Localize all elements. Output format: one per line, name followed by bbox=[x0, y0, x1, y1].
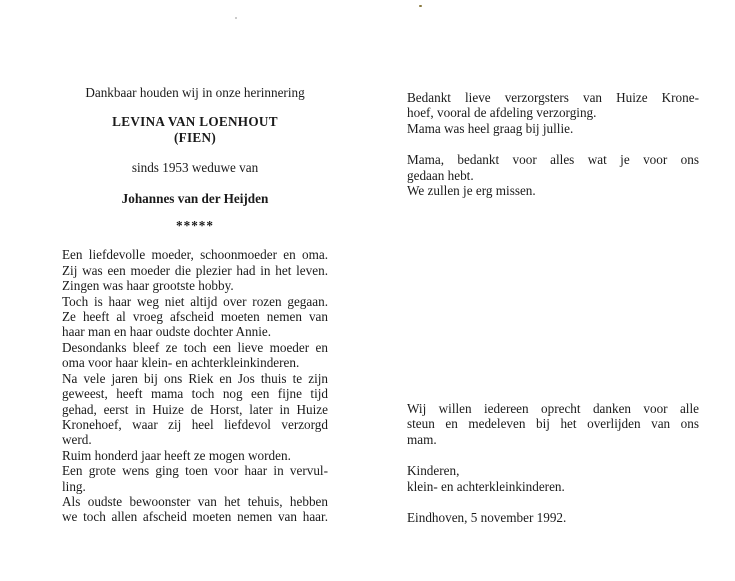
text-line: Mama, bedankt voor alles wat je voor ons bbox=[407, 152, 699, 168]
life-text-line: Zingen was haar grootste hobby. bbox=[62, 278, 234, 294]
separator-stars: ***** bbox=[176, 218, 214, 234]
life-text-line: geweest, heeft mama toch nog een fijne tijd bbox=[62, 386, 328, 402]
text-line: gedaan hebt. bbox=[407, 167, 474, 183]
text-line: Wij willen iedereen oprecht danken voor alle bbox=[407, 401, 699, 416]
signature-line: Kinderen, bbox=[407, 463, 460, 479]
life-text-line: Een liefdevolle moeder, schoonmoeder en oma. bbox=[62, 247, 328, 263]
life-text-line: haar man en haar oudste dochter Annie. bbox=[62, 324, 272, 340]
farewell-message bbox=[407, 152, 699, 198]
intro-line: Dankbaar houden wij in onze herinnering bbox=[85, 85, 305, 100]
deceased-name: LEVINA VAN LOENHOUT bbox=[112, 114, 278, 130]
text-line: mam. bbox=[407, 431, 437, 447]
text-line: Bedankt lieve verzorgsters van Huize Krone- bbox=[407, 90, 699, 105]
place-date bbox=[407, 510, 699, 525]
text-line: hoef, vooral de afdeling verzorging. bbox=[407, 105, 597, 121]
life-text-line: we toch allen afscheid moeten nemen van haar. bbox=[62, 509, 328, 525]
life-text-line: Toch is haar weg niet altijd over rozen gegaan. bbox=[62, 293, 328, 309]
text-line: steun en medeleven bij het overlijden van ons bbox=[407, 416, 699, 432]
widow-line: sinds 1953 weduwe van bbox=[131, 160, 259, 176]
text-line: We zullen je erg missen. bbox=[407, 183, 536, 199]
print-speck bbox=[419, 5, 422, 7]
life-text-line: werd. bbox=[62, 432, 92, 448]
life-text-line: Ze heeft al vroeg afscheid moeten nemen van bbox=[62, 309, 328, 325]
condolence-thanks bbox=[407, 401, 699, 447]
signature-line: klein- en achterkleinkinderen. bbox=[407, 478, 565, 494]
life-text-line: gehad, eerst in Huize de Horst, later in Huize bbox=[62, 401, 328, 417]
signature bbox=[407, 463, 699, 494]
print-speck bbox=[235, 17, 237, 19]
life-text-line: Ruim honderd jaar heeft ze mogen worden. bbox=[62, 447, 291, 463]
life-text-line: Zij was een moeder die plezier had in het leven. bbox=[62, 262, 328, 278]
left-column bbox=[62, 85, 328, 525]
caregivers-thanks bbox=[407, 90, 699, 136]
text-line: Mama was heel graag bij jullie. bbox=[407, 120, 574, 136]
acknowledgement-block bbox=[407, 401, 699, 541]
life-text-line: ling. bbox=[62, 478, 86, 494]
life-text-line: Een grote wens ging toen voor haar in vervul- bbox=[62, 463, 328, 479]
life-text bbox=[62, 247, 328, 524]
life-text-line: Desondanks bleef ze toch een lieve moeder en bbox=[62, 339, 328, 355]
place-date-line: Eindhoven, 5 november 1992. bbox=[407, 510, 567, 526]
life-text-line: Als oudste bewoonster van het tehuis, hebben bbox=[62, 493, 328, 509]
life-text-line: oma voor haar klein- en achterkleinkinderen. bbox=[62, 355, 300, 371]
life-text-line: Kronehoef, waar zij heel liefdevol verzorgd bbox=[62, 416, 328, 432]
right-column bbox=[407, 90, 699, 214]
husband-name: Johannes van der Heijden bbox=[121, 190, 269, 206]
life-text-line: Na vele jaren bij ons Riek en Jos thuis te zijn bbox=[62, 370, 328, 386]
deceased-nickname: (FIEN) bbox=[173, 129, 217, 145]
